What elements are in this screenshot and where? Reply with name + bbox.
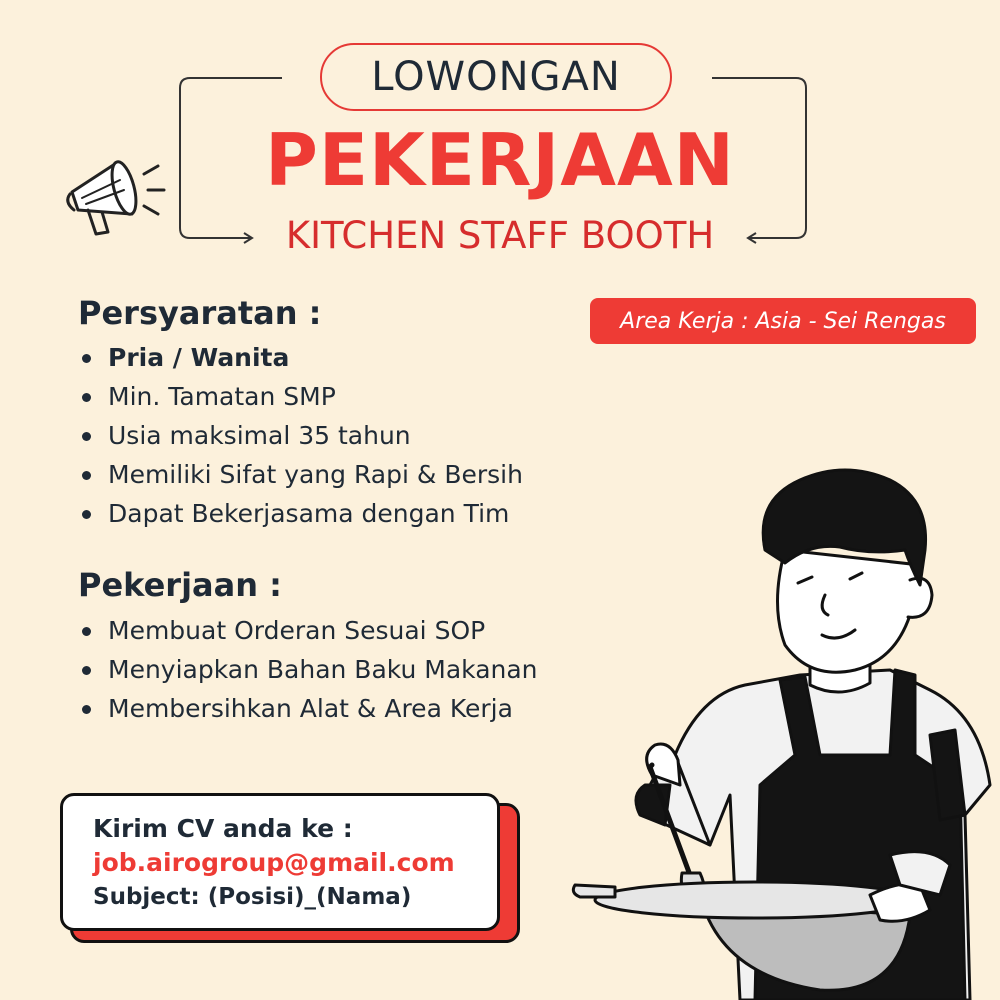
page-subtitle: KITCHEN STAFF BOOTH <box>285 214 715 257</box>
contact-subject: Subject: (Posisi)_(Nama) <box>93 884 412 910</box>
list-item: Menyiapkan Bahan Baku Makanan <box>78 650 538 689</box>
list-item: Membersihkan Alat & Area Kerja <box>78 689 538 728</box>
persyaratan-list <box>78 338 523 533</box>
lowongan-pill: LOWONGAN <box>320 43 672 111</box>
pekerjaan-list <box>78 611 538 728</box>
list-item: Pria / Wanita <box>78 338 523 377</box>
list-item: Membuat Orderan Sesuai SOP <box>78 611 538 650</box>
list-item: Dapat Bekerjasama dengan Tim <box>78 494 523 533</box>
list-item: Usia maksimal 35 tahun <box>78 416 523 455</box>
contact-box <box>60 793 500 931</box>
area-kerja-badge: Area Kerja : Asia - Sei Rengas <box>590 298 976 344</box>
chef-illustration <box>570 455 1000 1000</box>
megaphone-icon <box>60 140 180 250</box>
persyaratan-heading: Persyaratan : <box>78 294 322 332</box>
contact-instruction: Kirim CV anda ke : <box>93 814 353 843</box>
page-title: PEKERJAAN <box>265 118 735 202</box>
pekerjaan-heading: Pekerjaan : <box>78 566 282 604</box>
contact-email[interactable]: job.airogroup@gmail.com <box>93 848 455 877</box>
list-item: Memiliki Sifat yang Rapi & Bersih <box>78 455 523 494</box>
list-item: Min. Tamatan SMP <box>78 377 523 416</box>
